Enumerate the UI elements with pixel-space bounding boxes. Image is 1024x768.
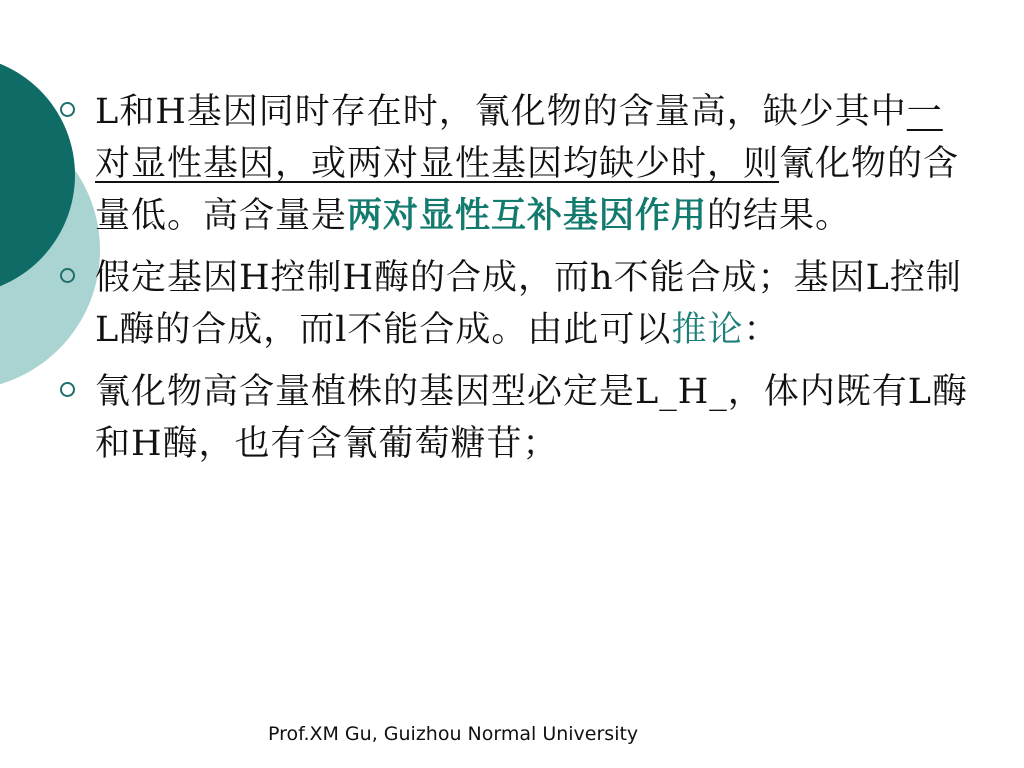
bullet-item-2 [60,252,975,356]
hollow-circle-bullet-icon [60,382,75,397]
slide-body [60,86,975,480]
bullet-1-text-b: 氰化物的含量低。高含量是 [95,144,960,236]
bullet-2-text-a: 假定基因H控制H酶的合成，而h不能合成；基因L控制L酶的合成，而l不能合成。由此可以 [95,258,962,350]
bullet-1-highlight: 两对显性互补基因作用 [347,196,708,236]
bullet-2-text-b: ： [743,310,780,350]
hollow-circle-bullet-icon [60,268,75,283]
bullet-1-text-c: 的结果。 [707,196,852,236]
bullet-3-text: 氰化物高含量植株的基因型必定是L_H_，体内既有L酶和H酶，也有含氰葡萄糖苷； [95,372,969,464]
bullet-1-text-a: L和H基因同时存在时，氰化物的含量高，缺少其中 [95,92,907,132]
bullet-item-1 [60,86,975,242]
footer-credit: Prof.XM Gu, Guizhou Normal University [268,723,639,745]
hollow-circle-bullet-icon [60,102,75,117]
bullet-item-3 [60,366,975,470]
bullet-1-underlined-text: 一对显性基因，或两对显性基因均缺少时，则 [95,92,943,184]
bullet-2-highlight: 推论 [671,310,744,350]
